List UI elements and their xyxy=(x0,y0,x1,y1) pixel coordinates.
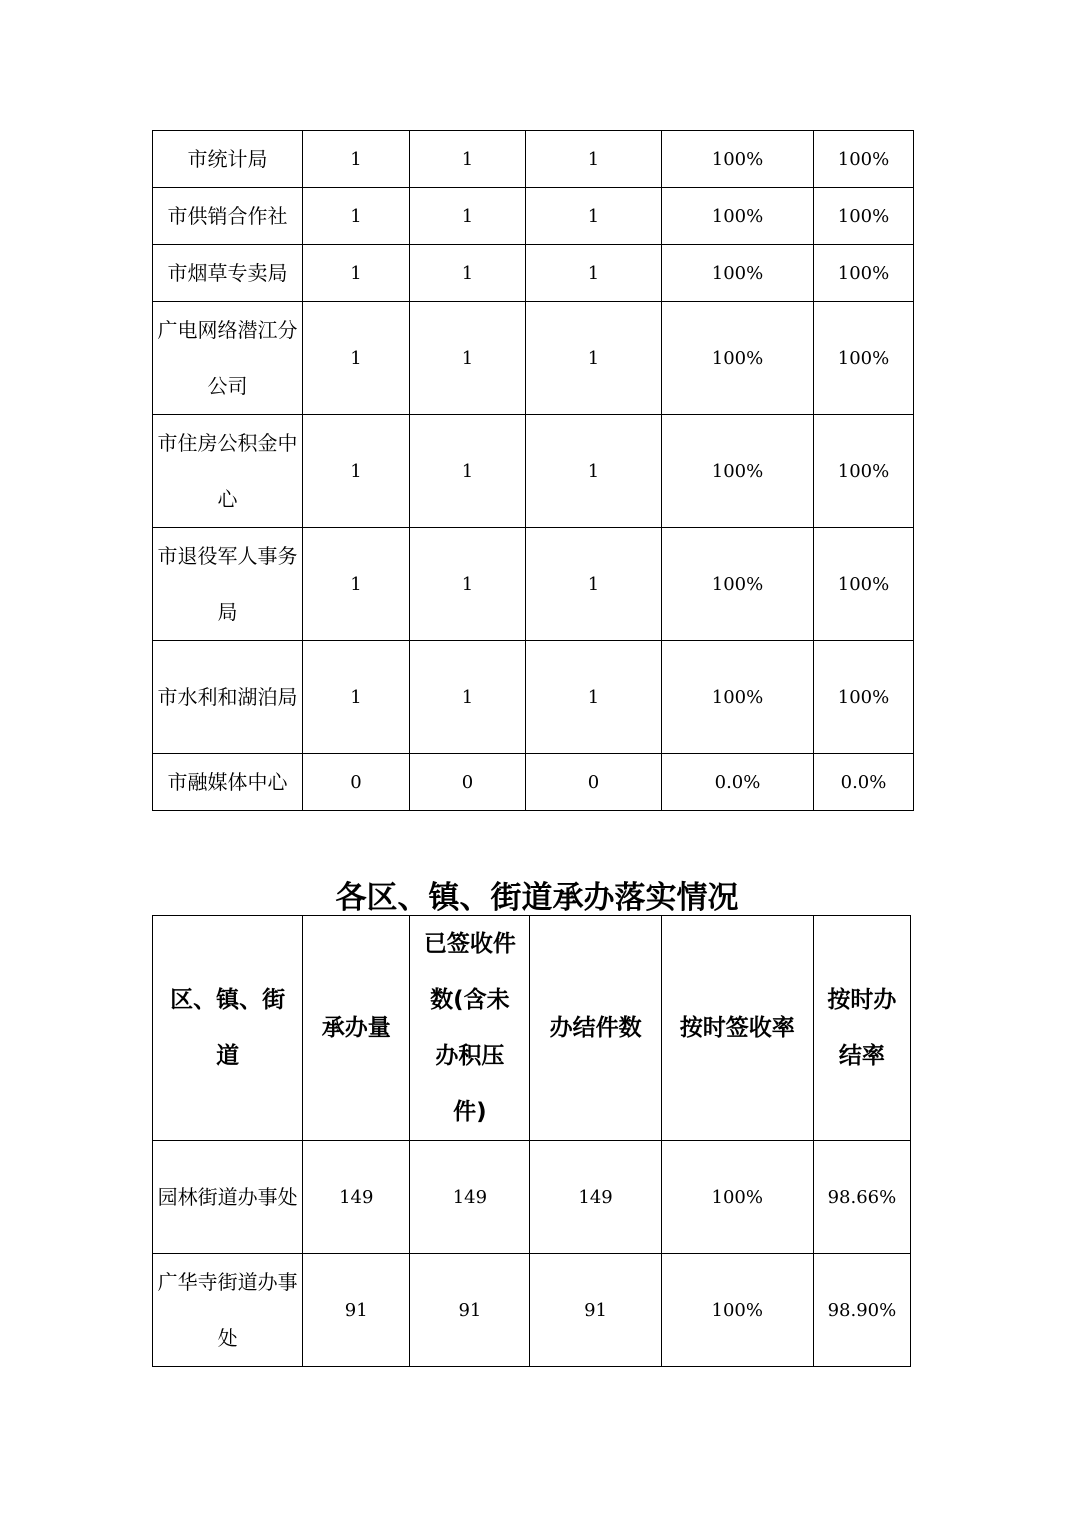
ontime-complete-rate: 100% xyxy=(814,245,914,302)
header-undertaken: 承办量 xyxy=(303,916,410,1141)
table-row xyxy=(153,1254,911,1367)
ontime-complete-rate: 100% xyxy=(814,641,914,754)
signed-count: 1 xyxy=(410,131,526,188)
header-ontime-sign: 按时签收率 xyxy=(661,916,813,1141)
table-row xyxy=(153,415,914,528)
completed-count: 1 xyxy=(526,188,662,245)
completed-count: 1 xyxy=(526,415,662,528)
ontime-sign-rate: 100% xyxy=(662,188,814,245)
ontime-complete-rate: 0.0% xyxy=(814,754,914,811)
dept-name: 广电网络潜江分公司 xyxy=(153,302,303,415)
table-row xyxy=(153,1141,911,1254)
table-row xyxy=(153,188,914,245)
dept-name: 市烟草专卖局 xyxy=(153,245,303,302)
completed-count: 1 xyxy=(526,528,662,641)
ontime-sign-rate: 100% xyxy=(662,415,814,528)
ontime-complete-rate: 100% xyxy=(814,302,914,415)
ontime-sign-rate: 100% xyxy=(662,245,814,302)
dept-name: 市统计局 xyxy=(153,131,303,188)
dept-name: 市住房公积金中心 xyxy=(153,415,303,528)
ontime-sign-rate: 100% xyxy=(661,1141,813,1254)
signed-count: 91 xyxy=(410,1254,530,1367)
header-completed: 办结件数 xyxy=(530,916,661,1141)
signed-count: 1 xyxy=(410,415,526,528)
undertaken-count: 149 xyxy=(303,1141,410,1254)
district-name: 园林街道办事处 xyxy=(153,1141,303,1254)
ontime-sign-rate: 0.0% xyxy=(662,754,814,811)
dept-name: 市供销合作社 xyxy=(153,188,303,245)
completed-count: 149 xyxy=(530,1141,661,1254)
undertaken-count: 1 xyxy=(303,245,410,302)
signed-count: 0 xyxy=(410,754,526,811)
ontime-complete-rate: 98.66% xyxy=(813,1141,910,1254)
ontime-complete-rate: 98.90% xyxy=(813,1254,910,1367)
undertaken-count: 91 xyxy=(303,1254,410,1367)
undertaken-count: 1 xyxy=(303,641,410,754)
completed-count: 91 xyxy=(530,1254,661,1367)
ontime-complete-rate: 100% xyxy=(814,415,914,528)
header-district: 区、镇、街道 xyxy=(153,916,303,1141)
completed-count: 1 xyxy=(526,302,662,415)
table-row xyxy=(153,302,914,415)
ontime-complete-rate: 100% xyxy=(814,131,914,188)
signed-count: 1 xyxy=(410,528,526,641)
signed-count: 1 xyxy=(410,245,526,302)
completed-count: 1 xyxy=(526,131,662,188)
undertaken-count: 0 xyxy=(303,754,410,811)
completed-count: 1 xyxy=(526,245,662,302)
dept-name: 市融媒体中心 xyxy=(153,754,303,811)
ontime-sign-rate: 100% xyxy=(661,1254,813,1367)
header-row xyxy=(153,916,911,1141)
table-row xyxy=(153,131,914,188)
undertaken-count: 1 xyxy=(303,528,410,641)
completed-count: 0 xyxy=(526,754,662,811)
table-row xyxy=(153,528,914,641)
dept-name: 市水利和湖泊局 xyxy=(153,641,303,754)
dept-name: 市退役军人事务局 xyxy=(153,528,303,641)
ontime-sign-rate: 100% xyxy=(662,131,814,188)
completed-count: 1 xyxy=(526,641,662,754)
ontime-complete-rate: 100% xyxy=(814,528,914,641)
header-ontime-complete: 按时办结率 xyxy=(813,916,910,1141)
signed-count: 1 xyxy=(410,302,526,415)
signed-count: 1 xyxy=(410,641,526,754)
signed-count: 1 xyxy=(410,188,526,245)
undertaken-count: 1 xyxy=(303,415,410,528)
header-signed: 已签收件数(含未办积压件) xyxy=(410,916,530,1141)
table-row xyxy=(153,754,914,811)
undertaken-count: 1 xyxy=(303,131,410,188)
ontime-sign-rate: 100% xyxy=(662,302,814,415)
ontime-complete-rate: 100% xyxy=(814,188,914,245)
departments-table xyxy=(152,130,914,811)
undertaken-count: 1 xyxy=(303,188,410,245)
signed-count: 149 xyxy=(410,1141,530,1254)
district-name: 广华寺街道办事处 xyxy=(153,1254,303,1367)
undertaken-count: 1 xyxy=(303,302,410,415)
section-title: 各区、镇、街道承办落实情况 xyxy=(335,880,739,916)
table-row xyxy=(153,245,914,302)
ontime-sign-rate: 100% xyxy=(662,528,814,641)
districts-table xyxy=(152,915,911,1367)
table-row xyxy=(153,641,914,754)
ontime-sign-rate: 100% xyxy=(662,641,814,754)
